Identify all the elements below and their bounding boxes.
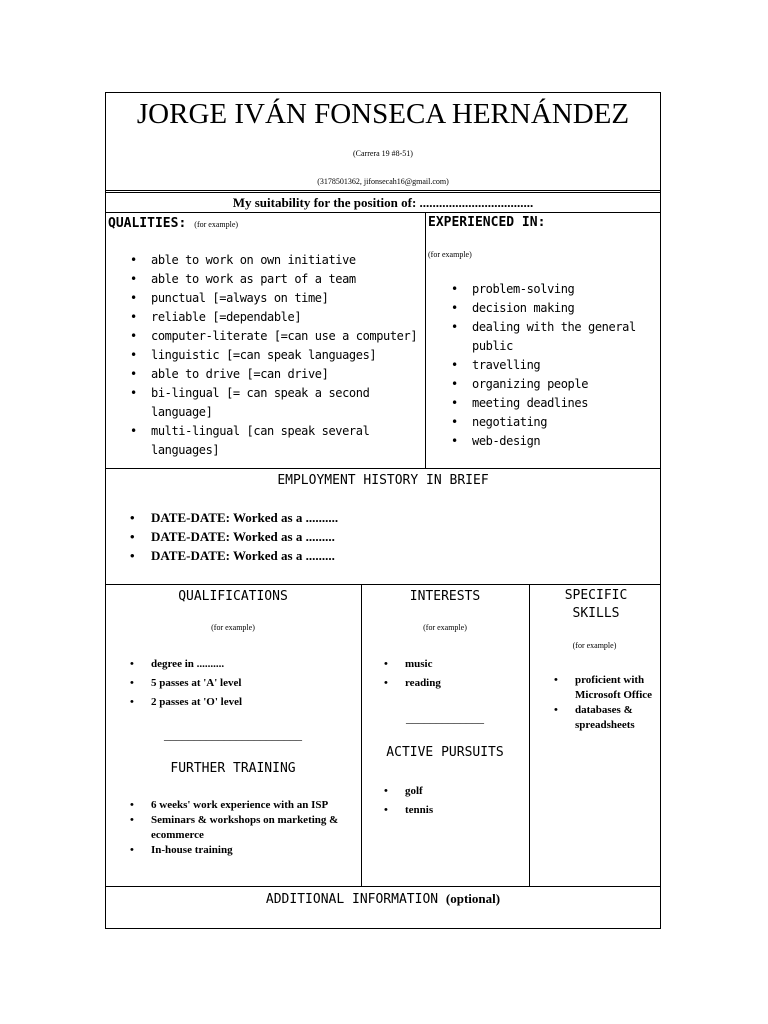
divider-suitability-top <box>105 192 661 193</box>
additional-info <box>105 890 661 908</box>
employment-item: • DATE-DATE: Worked as a ......... <box>128 546 548 565</box>
experience-item: • problem-solving <box>449 280 644 299</box>
employment-list <box>128 508 548 565</box>
qualifications-list <box>128 655 353 712</box>
divider-qualities-column <box>425 212 426 468</box>
qualifications-title: QUALIFICATIONS <box>178 589 288 604</box>
divider-employment-bottom <box>105 584 661 585</box>
experienced-list <box>449 280 644 451</box>
suitability-label: My suitability for the position of: <box>232 195 417 210</box>
candidate-name: JORGE IVÁN FONSECA HERNÁNDEZ <box>136 98 630 130</box>
qualities-title: QUALITIES: <box>108 216 187 231</box>
quality-item: • able to work as part of a team <box>128 270 423 289</box>
experienced-title: EXPERIENCED IN: <box>428 215 546 230</box>
qualification-item: • 2 passes at 'O' level <box>128 693 353 712</box>
employment-title: EMPLOYMENT HISTORY IN BRIEF <box>277 473 489 488</box>
qualities-list <box>128 251 423 460</box>
specific-skills-title: SPECIFIC SKILLS <box>564 588 628 621</box>
qualification-item: • 5 passes at 'A' level <box>128 674 353 693</box>
interest-item: • music <box>382 655 522 674</box>
qualities-note: (for example) <box>194 220 239 229</box>
specific-skills-note: (for example) <box>572 641 617 650</box>
skill-item: • proficient with Microsoft Office <box>552 673 658 703</box>
qualifications-divider: _______________________ <box>164 728 302 742</box>
interests-divider: _____________ <box>406 711 484 725</box>
pursuit-item: • tennis <box>382 801 522 820</box>
training-item: • Seminars & workshops on marketing & ecommerce <box>128 813 358 843</box>
candidate-address: (Carrera 19 #8-51) <box>353 149 413 158</box>
interest-item: • reading <box>382 674 522 693</box>
divider-suitability <box>105 212 661 213</box>
quality-item: • able to work on own initiative <box>128 251 423 270</box>
quality-item: • reliable [=dependable] <box>128 308 423 327</box>
further-training-title: FURTHER TRAINING <box>170 761 296 776</box>
qualities-heading <box>108 215 418 233</box>
training-item: • In-house training <box>128 843 358 858</box>
qualification-item: • degree in .......... <box>128 655 353 674</box>
interests-list <box>382 655 522 693</box>
quality-item: • linguistic [=can speak languages] <box>128 346 423 365</box>
experience-item: • decision making <box>449 299 644 318</box>
specific-skills-list <box>552 673 658 733</box>
candidate-contact: (3178501362, jifonsecah16@gmail.com) <box>317 177 449 186</box>
experience-item: • travelling <box>449 356 644 375</box>
qualifications-note: (for example) <box>211 623 255 632</box>
additional-info-label: ADDITIONAL INFORMATION <box>265 892 439 907</box>
employment-item: • DATE-DATE: Worked as a .......... <box>128 508 548 527</box>
active-pursuits-title: ACTIVE PURSUITS <box>386 745 504 760</box>
additional-info-optional: (optional) <box>445 891 501 906</box>
experienced-note: (for example) <box>428 250 472 259</box>
quality-item: • multi-lingual [can speak several languages] <box>128 422 423 460</box>
suitability-dots: ................................... <box>419 195 534 210</box>
employment-item: • DATE-DATE: Worked as a ......... <box>128 527 548 546</box>
skill-item: • databases & spreadsheets <box>552 703 658 733</box>
active-pursuits-list <box>382 782 522 820</box>
experience-item: • web-design <box>449 432 644 451</box>
experience-item: • organizing people <box>449 375 644 394</box>
quality-item: • computer-literate [=can use a computer] <box>128 327 423 346</box>
divider-header <box>105 190 661 191</box>
interests-title: INTERESTS <box>409 589 481 604</box>
quality-item: • bi-lingual [= can speak a second language] <box>128 384 423 422</box>
divider-additional-top <box>105 886 661 887</box>
experience-item: • dealing with the general public <box>449 318 644 356</box>
divider-employment-top <box>105 468 661 469</box>
divider-interests-column <box>529 584 530 886</box>
pursuit-item: • golf <box>382 782 522 801</box>
quality-item: • able to drive [=can drive] <box>128 365 423 384</box>
further-training-list <box>128 798 358 858</box>
interests-note: (for example) <box>423 623 467 632</box>
training-item: • 6 weeks' work experience with an ISP <box>128 798 358 813</box>
experience-item: • meeting deadlines <box>449 394 644 413</box>
experience-item: • negotiating <box>449 413 644 432</box>
suitability-line <box>105 194 661 211</box>
quality-item: • punctual [=always on time] <box>128 289 423 308</box>
